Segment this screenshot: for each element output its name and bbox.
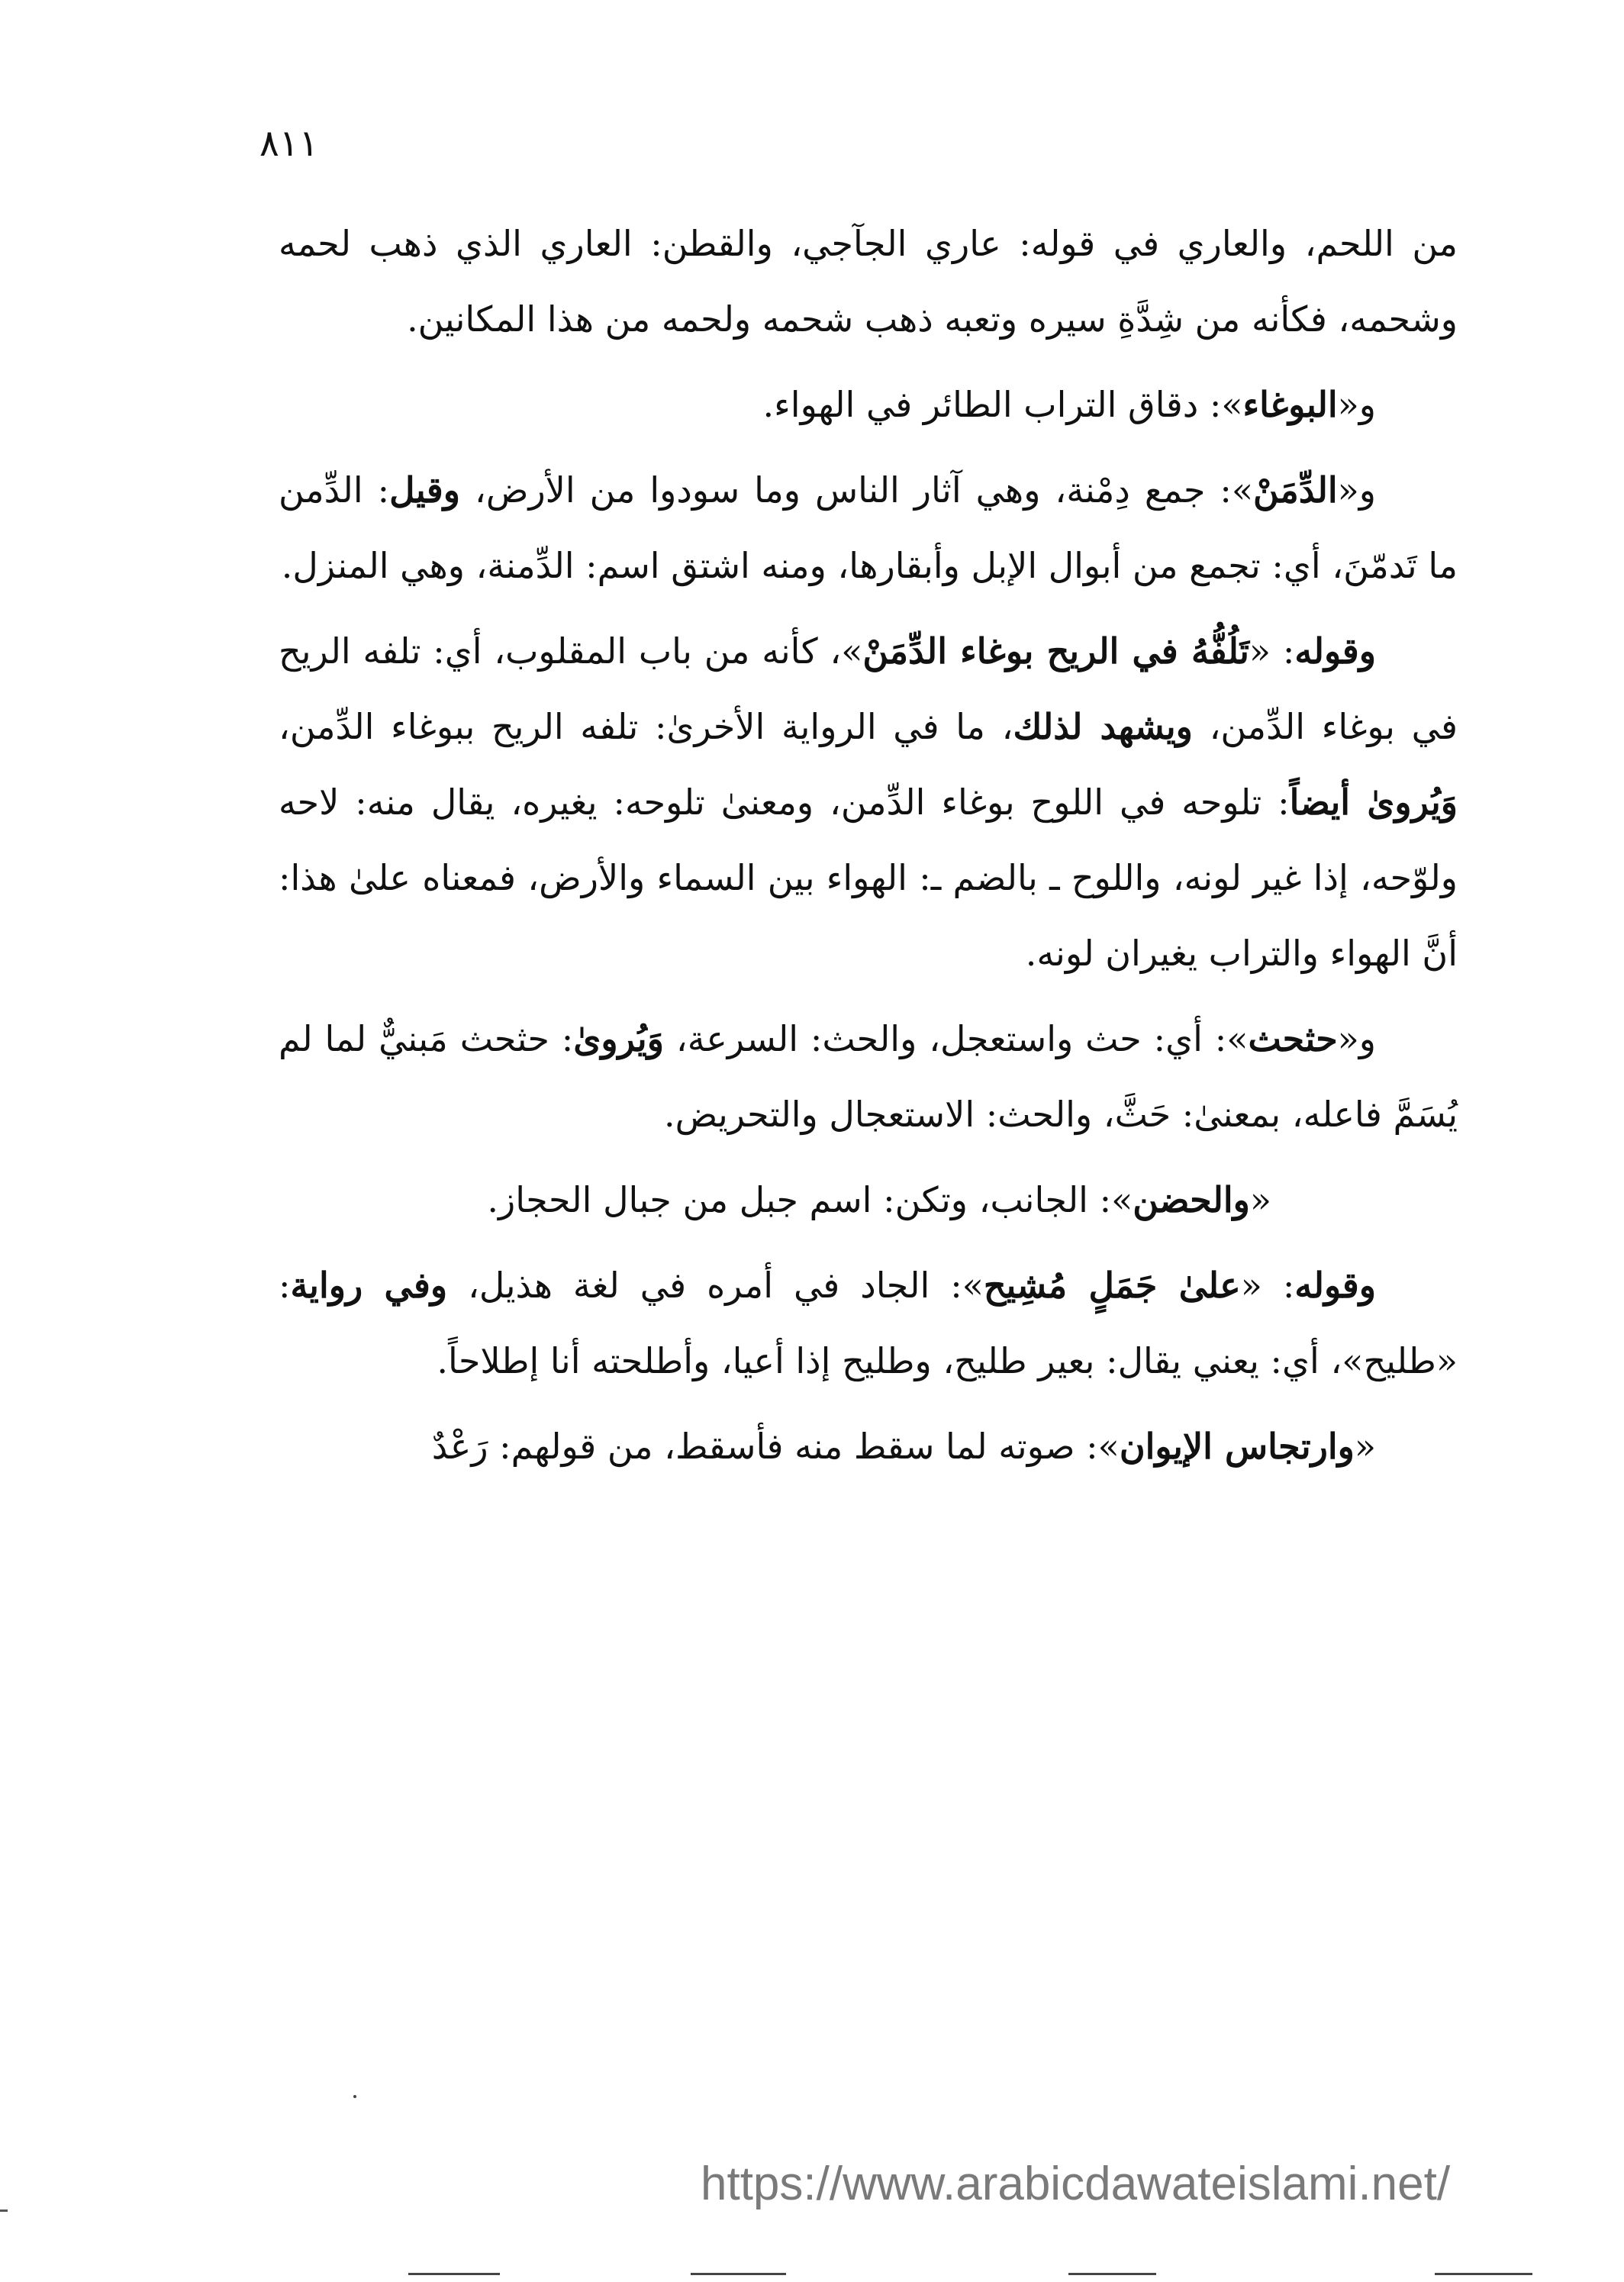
paragraph xyxy=(279,1162,1458,1238)
paragraph xyxy=(279,206,1458,357)
paragraph-text: و« xyxy=(1337,1018,1376,1059)
paragraph-text: « xyxy=(1249,1179,1271,1220)
bold-term: علىٰ جَمَلٍ مُشِيح xyxy=(983,1265,1241,1306)
watermark-url[interactable]: https://www.arabicdawateislami.net/ xyxy=(701,2158,1451,2210)
paragraph-text: »: الجانب، وتكن: اسم جبل من جبال الحجاز. xyxy=(487,1179,1133,1220)
scan-speck xyxy=(353,2095,356,2098)
page-number: ٨١١ xyxy=(259,122,319,165)
paragraph-text: « xyxy=(1354,1426,1376,1467)
bottom-rule xyxy=(408,2273,500,2275)
paragraph xyxy=(279,1248,1458,1399)
paragraph-text: »: جمع دِمْنة، وهي آثار الناس وما سودوا من الأرض، xyxy=(460,469,1254,511)
paragraph-text: : تلوحه في اللوح بوغاء الدِّمن، ومعنىٰ تلوحه: يغيره، يقال منه: لاحه ولوّحه، إذا غير لونه، واللوح ـ بالضم ـ: الهواء بين السماء والأرض، فمعناه علىٰ هذا: أنَّ الهواء والتراب يغيران لونه. xyxy=(279,782,1458,974)
scan-edge-mark xyxy=(0,2209,8,2212)
bold-term: وَيُروىٰ أيضاً xyxy=(1289,782,1458,823)
bold-term: وقوله xyxy=(1294,630,1377,672)
bold-term: ويشهد لذلك xyxy=(1013,706,1193,747)
paragraph xyxy=(279,614,1458,991)
paragraph-text: ، ما في الرواية الأخرىٰ: تلفه الريح ببوغاء الدِّمن، xyxy=(279,706,1013,747)
bottom-rule xyxy=(691,2273,786,2275)
paragraph-text: من اللحم، والعاري في قوله: عاري الجآجي، والقطن: العاري الذي ذهب لحمه وشحمه، فكأنه من شِدَّةِ سيره وتعبه ذهب شحمه ولحمه من هذا المكانين. xyxy=(279,223,1458,340)
bottom-rule xyxy=(1435,2273,1532,2275)
paragraph xyxy=(279,367,1458,443)
paragraph-text: »: صوته لما سقط منه فأسقط، من قولهم: رَعْدٌ xyxy=(431,1426,1120,1467)
body-text xyxy=(279,206,1458,1494)
bold-term: وقوله xyxy=(1294,1265,1377,1306)
paragraph-text: و« xyxy=(1337,384,1376,425)
bold-term: حثحث xyxy=(1248,1018,1338,1059)
paragraph-text: »: أي: حث واستعجل، والحث: السرعة، xyxy=(663,1018,1249,1059)
paragraph-text: : حثحث مَبنيٌّ لما لم يُسَمَّ فاعله، بمعنىٰ: حَثَّ، والحث: الاستعجال والتحريض. xyxy=(279,1018,1458,1135)
bold-term: تَلُفُّهُ في الريح بوغاء الدِّمَنْ xyxy=(862,630,1249,672)
paragraph xyxy=(279,1001,1458,1152)
paragraph-text: »: الجاد في أمره في لغة هذيل، xyxy=(447,1265,984,1306)
bottom-rule xyxy=(1068,2273,1156,2275)
paragraph-text: : « xyxy=(1240,1265,1295,1306)
paragraph-text: : « xyxy=(1249,630,1295,672)
bold-term: وقيل xyxy=(389,469,461,511)
bold-term: والحضن xyxy=(1133,1179,1250,1220)
paragraph-text: »: دقاق التراب الطائر في الهواء. xyxy=(762,384,1243,425)
paragraph xyxy=(279,1409,1458,1484)
bold-term: وارتجاس الإيوان xyxy=(1119,1426,1355,1467)
bold-term: الدِّمَنْ xyxy=(1253,469,1338,511)
paragraph-text: : «طليح»، أي: يعني يقال: بعير طليح، وطليح إذا أعيا، وأطلحته أنا إطلاحاً. xyxy=(279,1265,1458,1381)
bold-term: وَيُروىٰ xyxy=(573,1018,664,1059)
paragraph-text: و« xyxy=(1337,469,1377,511)
paragraph-text: : الدِّمن ما تَدمّنَ، أي: تجمع من أبوال الإبل وأبقارها، ومنه اشتق اسم: الدِّمنة، وهي المنزل. xyxy=(279,469,1458,586)
paragraph-text: »، كأنه من باب المقلوب، أي: تلفه الريح في بوغاء الدِّمن، xyxy=(279,630,1458,747)
paragraph xyxy=(279,453,1458,604)
bold-term: البوغاء xyxy=(1242,384,1338,425)
bold-term: وفي رواية xyxy=(290,1265,448,1306)
